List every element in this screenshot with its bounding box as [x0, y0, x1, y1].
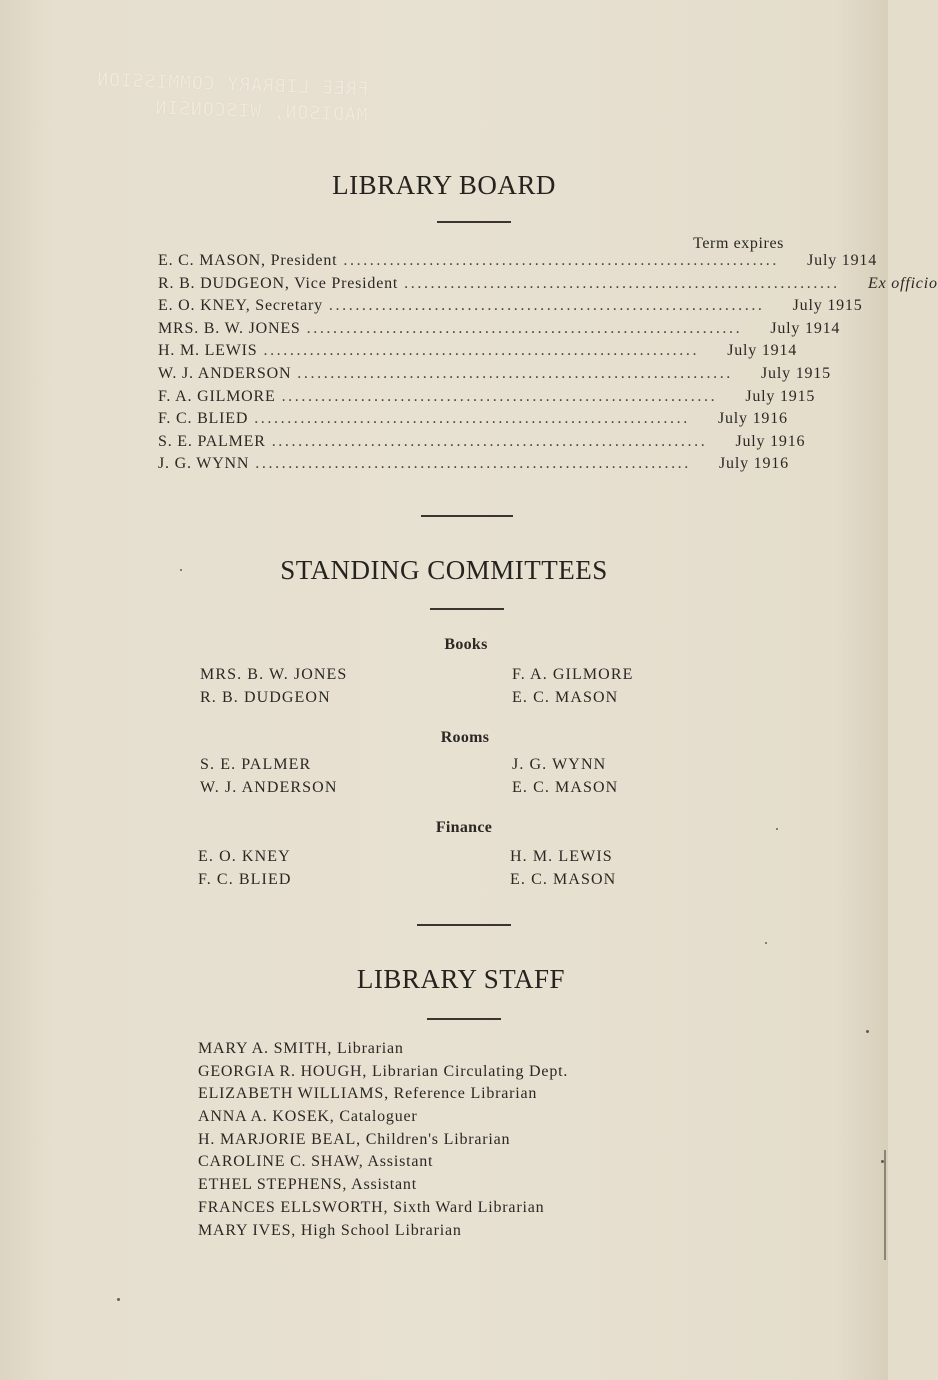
paper-speck	[866, 1030, 869, 1033]
board-member-name: F. A. GILMORE	[158, 387, 276, 405]
leader-dots: ..................................................................	[404, 274, 840, 292]
board-member-name: R. B. DUDGEON, Vice President	[158, 274, 399, 292]
board-title-rule	[437, 221, 511, 223]
paper-speck	[765, 942, 767, 944]
committee-member: F. A. GILMORE	[512, 666, 634, 683]
embossed-stamp	[87, 67, 369, 129]
committees-title: STANDING COMMITTEES	[280, 555, 608, 585]
board-member-row	[158, 387, 816, 411]
leader-dots: ..................................................................	[254, 410, 690, 428]
board-title: LIBRARY BOARD	[332, 170, 556, 200]
board-member-term: July 1915	[745, 387, 816, 405]
board-member-term: Ex officio	[868, 274, 938, 292]
committee-member: S. E. PALMER	[200, 756, 312, 773]
board-member-name: E. O. KNEY, Secretary	[158, 297, 323, 315]
section-divider	[417, 924, 511, 926]
board-member-row	[158, 364, 831, 388]
leader-dots: ..................................................................	[271, 432, 708, 450]
staff-member: ELIZABETH WILLIAMS, Reference Librarian	[198, 1085, 538, 1103]
board-member-term: July 1914	[727, 342, 798, 360]
committee-member: E. C. MASON	[512, 689, 619, 706]
board-member-row	[158, 410, 788, 433]
committee-member: H. M. LEWIS	[510, 848, 613, 865]
board-member-term: July 1916	[735, 432, 806, 450]
board-member-row	[158, 297, 863, 320]
committee-member: F. C. BLIED	[198, 871, 292, 888]
board-member-term: July 1915	[792, 297, 863, 315]
leader-dots: ..................................................................	[328, 297, 765, 315]
committee-member: E. C. MASON	[512, 779, 619, 796]
board-member-name: S. E. PALMER	[158, 432, 266, 450]
committee-name-rooms: Rooms	[440, 729, 490, 746]
board-member-row	[158, 455, 789, 478]
staff-member: MARY A. SMITH, Librarian	[198, 1040, 404, 1057]
committee-member: MRS. B. W. JONES	[200, 666, 348, 683]
committee-name-finance: Finance	[435, 819, 493, 836]
board-member-row	[158, 252, 877, 275]
paper-speck	[117, 1298, 120, 1301]
paper-speck	[776, 828, 778, 830]
board-member-row	[158, 319, 841, 343]
board-member-row	[158, 342, 798, 365]
staff-member: ANNA A. KOSEK, Cataloguer	[198, 1108, 418, 1126]
staff-member: ETHEL STEPHENS, Assistant	[198, 1176, 417, 1194]
leader-dots: ..................................................................	[297, 364, 733, 382]
committee-name-books: Books	[444, 636, 488, 653]
board-member-name: J. G. WYNN	[158, 455, 250, 473]
board-member-name: H. M. LEWIS	[158, 342, 258, 360]
board-member-name: MRS. B. W. JONES	[158, 319, 301, 337]
stamp-line-2: MADISON, WISCONSIN	[154, 97, 368, 126]
leader-dots: ..................................................................	[263, 342, 700, 360]
staff-member: CAROLINE C. SHAW, Assistant	[198, 1153, 434, 1171]
staff-member: H. MARJORIE BEAL, Children's Librarian	[198, 1130, 511, 1148]
staff-title: LIBRARY STAFF	[356, 964, 566, 994]
leader-dots: ..................................................................	[281, 387, 718, 405]
section-divider	[421, 515, 513, 517]
page-edge-mark	[884, 1150, 886, 1260]
staff-member: GEORGIA R. HOUGH, Librarian Circulating Dept.	[198, 1062, 569, 1080]
leader-dots: ..................................................................	[306, 319, 743, 337]
board-member-name: W. J. ANDERSON	[158, 364, 292, 382]
committees-title-rule	[430, 608, 504, 610]
committee-member: E. O. KNEY	[198, 848, 291, 865]
leader-dots: ..................................................................	[255, 455, 691, 473]
board-member-term: July 1916	[717, 410, 788, 428]
committee-member: J. G. WYNN	[512, 756, 607, 773]
staff-list	[198, 1040, 568, 1244]
leader-dots: ..................................................................	[343, 252, 779, 269]
paper-speck	[180, 569, 182, 571]
board-member-row	[158, 274, 938, 298]
board-member-row	[158, 432, 806, 456]
board-member-name: E. C. MASON, President	[158, 252, 338, 269]
staff-title-rule	[427, 1018, 501, 1020]
committee-member: R. B. DUDGEON	[200, 689, 331, 706]
staff-member: FRANCES ELLSWORTH, Sixth Ward Librarian	[198, 1198, 545, 1216]
board-member-list	[158, 252, 938, 478]
board-member-term: July 1915	[761, 364, 831, 382]
board-member-name: F. C. BLIED	[158, 410, 249, 428]
term-expires-header: Term expires	[693, 235, 784, 252]
board-member-term: July 1914	[770, 319, 841, 337]
board-member-term: July 1914	[807, 252, 877, 269]
stamp-line-1: FREE LIBRARY COMMISSION	[95, 69, 369, 100]
committee-member: E. C. MASON	[510, 871, 617, 888]
committee-member: W. J. ANDERSON	[200, 779, 338, 796]
board-member-term: July 1916	[719, 455, 789, 473]
staff-member: MARY IVES, High School Librarian	[198, 1221, 462, 1239]
